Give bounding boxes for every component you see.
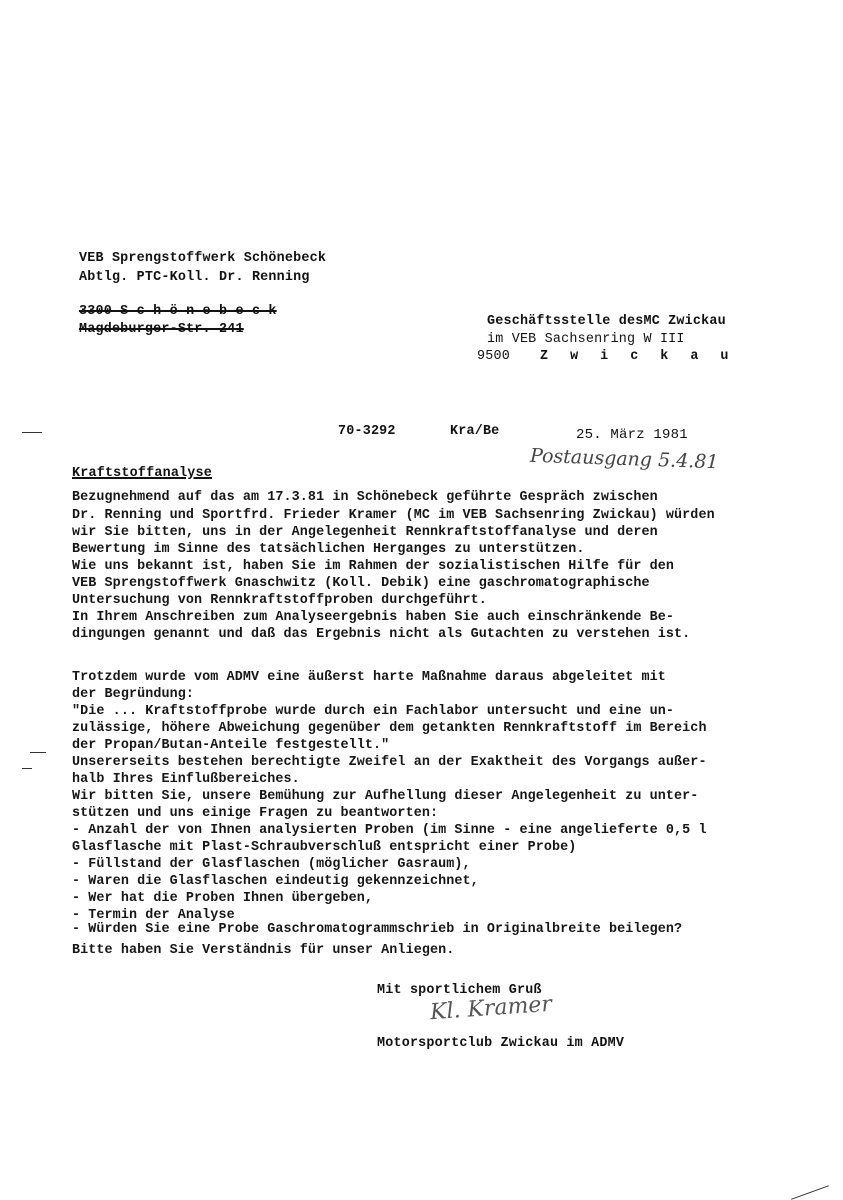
- handwritten-dispatch-note: Postausgang 5.4.81: [529, 444, 719, 474]
- body-line: halb Ihres Einflußbereiches.: [72, 772, 300, 787]
- body-line: - Termin der Analyse: [72, 908, 235, 923]
- letter-date: 25. März 1981: [576, 427, 688, 443]
- body-line: Wie uns bekannt ist, haben Sie im Rahmen der sozialistischen Hilfe für den: [72, 559, 675, 574]
- sender-street: Magdeburger-Str. 241: [79, 322, 244, 337]
- scan-edge-mark: [791, 1185, 829, 1200]
- recipient-line-1: Geschäftsstelle desMC Zwickau: [487, 314, 726, 329]
- body-line: der Begründung:: [72, 687, 195, 702]
- closing-greeting: Mit sportlichem Gruß: [377, 983, 542, 998]
- body-line: Bewertung im Sinne des tatsächlichen Herganges zu unterstützen.: [72, 542, 585, 557]
- recipient-postal-code: 9500: [477, 349, 510, 364]
- body-line: - Anzahl der von Ihnen analysierten Proben (im Sinne - eine angelieferte 0,5 l: [72, 823, 707, 838]
- body-line: "Die ... Kraftstoffprobe wurde durch ein Fachlabor untersucht und eine un-: [72, 704, 675, 719]
- closing-organization: Motorsportclub Zwickau im ADMV: [377, 1036, 625, 1051]
- body-line: stützen und uns einige Fragen zu beantworten:: [72, 806, 439, 821]
- body-line: In Ihrem Anschreiben zum Analyseergebnis haben Sie auch einschränkende Be-: [72, 610, 675, 625]
- body-line: - Füllstand der Glasflaschen (möglicher Gasraum),: [72, 857, 471, 872]
- sender-line-1: VEB Sprengstoffwerk Schönebeck: [79, 251, 327, 266]
- punch-mark: [22, 432, 42, 433]
- recipient-city: Z w i c k a u: [540, 349, 736, 364]
- body-line: Glasflasche mit Plast-Schraubverschluß entspricht einer Probe): [72, 840, 577, 855]
- sender-line-2: Abtlg. PTC-Koll. Dr. Renning: [79, 270, 310, 285]
- signature: Kl. Kramer: [429, 991, 553, 1026]
- recipient-line-2: im VEB Sachsenring W III: [487, 332, 685, 347]
- body-line: Unsererseits bestehen berechtigte Zweifel an der Exaktheit des Vorgangs außer-: [72, 755, 707, 770]
- body-line: - Würden Sie eine Probe Gaschromatogrammschrieb in Originalbreite beilegen?: [72, 922, 683, 937]
- punch-mark: [22, 768, 32, 769]
- body-line: zulässige, höhere Abweichung gegenüber dem getankten Rennkraftstoff im Bereich: [72, 721, 707, 736]
- body-line: VEB Sprengstoffwerk Gnaschwitz (Koll. Debik) eine gaschromatographische: [72, 576, 650, 591]
- body-line: - Waren die Glasflaschen eindeutig gekennzeichnet,: [72, 874, 479, 889]
- body-line: Untersuchung von Rennkraftstoffproben durchgeführt.: [72, 593, 487, 608]
- reference-initials: Kra/Be: [450, 424, 500, 439]
- sender-city: 3300 S c h ö n e b e c k: [79, 304, 277, 319]
- subject-line: Kraftstoffanalyse: [72, 466, 213, 481]
- punch-mark: [30, 752, 46, 753]
- body-line: Wir bitten Sie, unsere Bemühung zur Aufhellung dieser Angelegenheit zu unter-: [72, 789, 699, 804]
- body-line: Dr. Renning und Sportfrd. Frieder Kramer (MC im VEB Sachsenring Zwickau) würden: [72, 508, 715, 523]
- body-line: Bitte haben Sie Verständnis für unser Anliegen.: [72, 943, 455, 958]
- body-line: dingungen genannt und daß das Ergebnis nicht als Gutachten zu verstehen ist.: [72, 627, 691, 642]
- body-line: - Wer hat die Proben Ihnen übergeben,: [72, 891, 374, 906]
- reference-number: 70-3292: [338, 424, 396, 439]
- body-line: der Propan/Butan-Anteile festgestellt.": [72, 738, 390, 753]
- body-line: Bezugnehmend auf das am 17.3.81 in Schönebeck geführte Gespräch zwischen: [72, 490, 658, 505]
- body-line: wir Sie bitten, uns in der Angelegenheit Rennkraftstoffanalyse und deren: [72, 525, 658, 540]
- body-line: Trotzdem wurde vom ADMV eine äußerst harte Maßnahme daraus abgeleitet mit: [72, 670, 666, 685]
